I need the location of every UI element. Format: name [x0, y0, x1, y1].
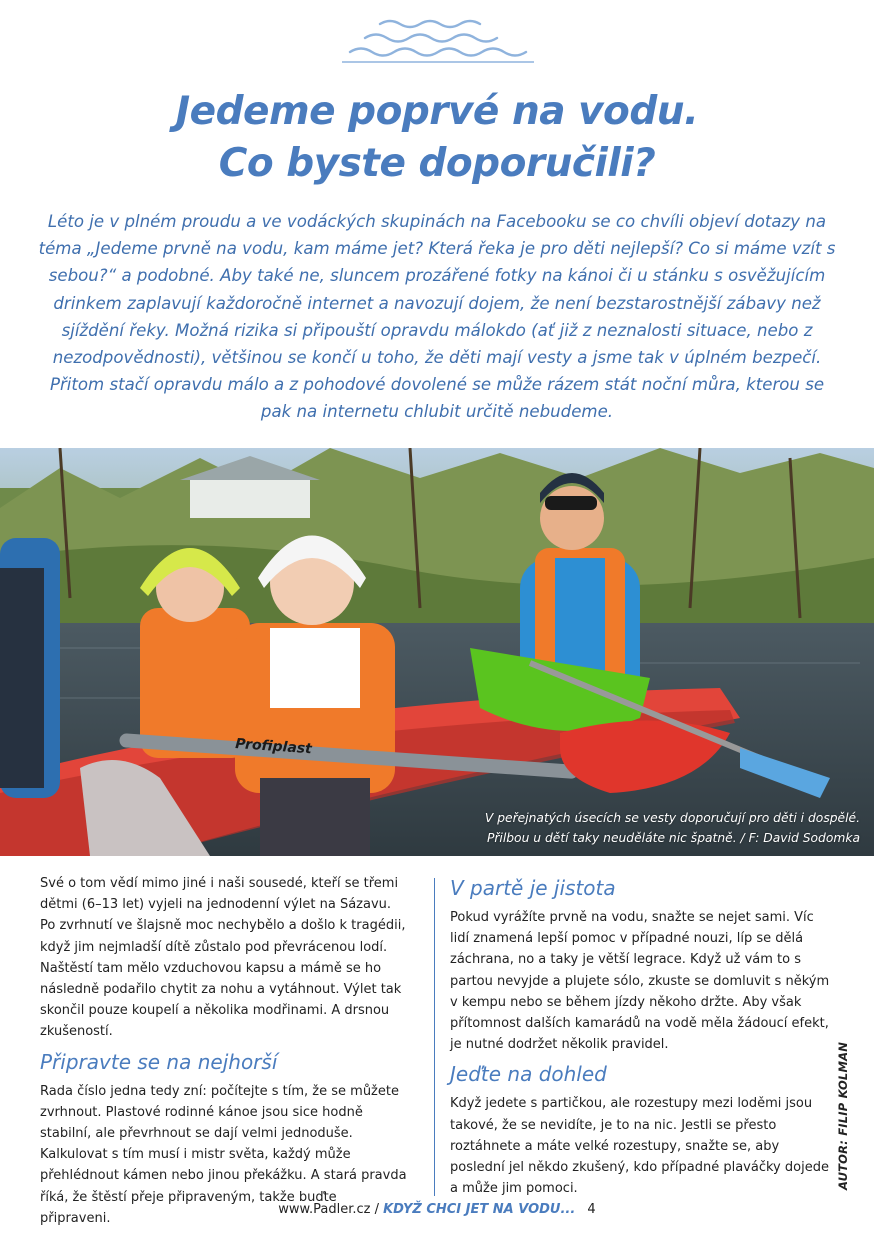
paddle-brand-text: Profiplast [234, 736, 313, 758]
page-footer [0, 1202, 874, 1217]
caption-line-1: V peřejnatých úsecích se vesty doporučují pro děti i dospělé. [484, 811, 860, 825]
right-column [450, 873, 832, 1199]
caption-line-2: Přilbou u dětí taky neuděláte nic špatně. / F: David Sodomka [486, 831, 860, 845]
left-column [40, 873, 410, 1229]
section-paragraph: Rada číslo jedna tedy zní: počítejte s tím, že se můžete zvrhnout. Plastové rodinné kánoe jsou sice hodně stabilní, ale převrhnout se dají velmi jednoduše. Kalkulovat s tím musí i mistr světa, každý může přehlédnout kámen nebo jinou překážku. A stará pravda říká, že štěstí přeje připraveným, takže buďte připraveni. [40, 1083, 407, 1226]
canoe-family-illustration [0, 448, 874, 856]
section-heading: Připravte se na nejhorší [40, 1049, 278, 1074]
waves-icon [340, 14, 536, 66]
photo-caption [485, 808, 860, 848]
footer-series-title: KDYŽ CHCI JET NA VODU... [383, 1202, 576, 1217]
lead-paragraph: Léto je v plném proudu a ve vodáckých skupinách na Facebooku se co chvíli objeví dotazy na téma „Jedeme prvně na vodu, kam máme jet? Která řeka je pro děti nejlepší? Co si máme vzít s sebou?“ a podobné. Aby také ne, sluncem prozářené fotky na kánoi či u stánku s osvěžujícím drinkem zaplavují každoročně internet a navozují dojem, že není bezstarostnější zábavy než sjíždění řeky. Možná rizika si připouští opravdu málokdo (ať již z neznalosti situace, nebo z nezodpovědnosti), většinou se končí u toho, že děti mají vesty a jsme tak v úplném bezpečí. Přitom stačí opravdu málo a z pohodové dovolené se může rázem stát noční můra, kterou se pak na internetu chlubit určitě nebudeme. [38, 212, 836, 422]
title-line-1: Jedeme poprvé na vodu. [175, 89, 699, 134]
title-line-2: Co byste doporučili? [218, 141, 656, 186]
intro-paragraph: Své o tom vědí mimo jiné i naši sousedé, kteří se třemi dětmi (6–13 let) vyjeli na jednodenní výlet na Sázavu. Po zvrhnutí ve šlajsně moc nechybělo a došlo k tragédii, když jim nejmladší dítě zůstalo pod převrácenou lodí. Naštěstí tam mělo vzduchovou kapsu a mámě se ho následně podařilo chytit za nohu a vytáhnout. Výlet tak skončil pouze koupelí a několika modřinami. A drsnou zkušeností. [40, 876, 406, 1040]
section-heading: Jeďte na dohled [450, 1062, 607, 1087]
section-paragraph: Pokud vyrážíte prvně na vodu, snažte se nejet sami. Víc lidí znamená lepší pomoc v případné nouzi, líp se dělá záchrana, no a taky je větší legrace. Když už vám to s partou nevyjde a plujete sólo, zkuste se domluvit s někým v kempu nebo se během jízdy někoho držte. Aby však přítomnost dalších kamarádů na vodě měla žádoucí efekt, je nutné dodržet několik pravidel. [450, 910, 830, 1053]
section-paragraph: Když jedete s partičkou, ale rozestupy mezi loděmi jsou takové, že se nevidíte, je to na nic. Jestli se přesto roztáhnete a máte velké rozestupy, snažte se, aby poslední jel někdo zkušený, kdo případné plaváčky dojede a může jim pomoci. [450, 1096, 829, 1197]
article-title [0, 86, 874, 190]
section-heading: V partě je jistota [450, 876, 616, 900]
column-divider [434, 878, 435, 1196]
article-photo [0, 448, 874, 856]
author-credit: AUTOR: FILIP KOLMAN [836, 1041, 850, 1190]
footer-site-link[interactable]: www.Padler.cz / [278, 1202, 379, 1217]
page-number: 4 [587, 1202, 596, 1217]
